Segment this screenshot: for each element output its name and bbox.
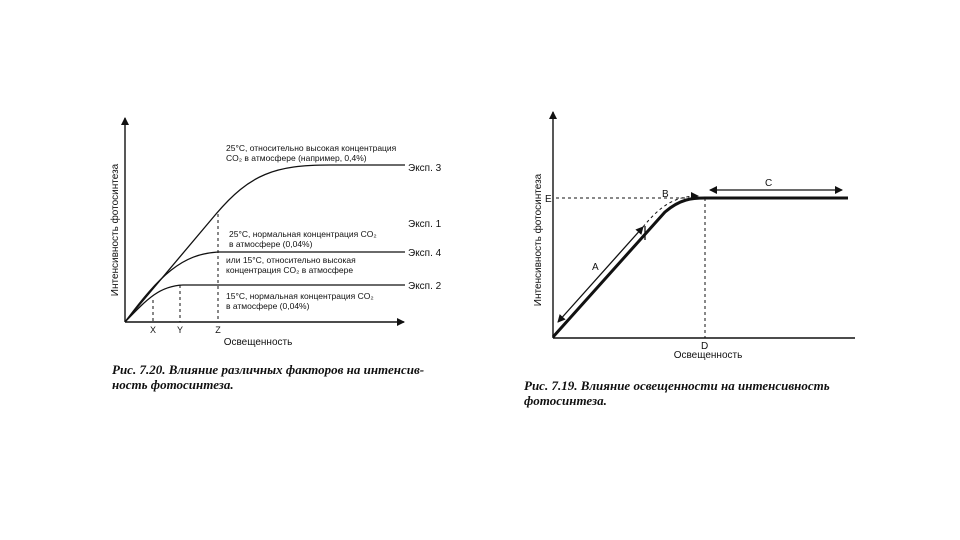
left-caption-text-1: Влияние различных факторов на интенсив-: [168, 362, 425, 377]
left-caption-text-2: ность фотосинтеза.: [112, 377, 234, 392]
annotation-exp4-line1: или 15°C, относительно высокая: [226, 255, 356, 265]
annotation-exp2-line2: в атмосфере (0,04%): [226, 301, 310, 311]
tick-z: Z: [215, 325, 221, 335]
right-figure-caption: [524, 378, 904, 408]
label-exp4: Эксп. 4: [408, 248, 442, 259]
label-exp1: Эксп. 1: [408, 219, 442, 230]
label-a: A: [592, 262, 599, 273]
annotation-exp3-line2: CO₂ в атмосфере (например, 0,4%): [226, 153, 367, 163]
left-figure: [109, 118, 442, 348]
tick-y: Y: [176, 325, 184, 335]
right-caption-text-2: фотосинтеза.: [524, 393, 607, 408]
right-caption-number: Рис. 7.19.: [524, 378, 578, 393]
right-caption-text-1: Влияние освещенности на интенсивность: [580, 378, 830, 393]
label-c: C: [765, 178, 773, 189]
annotation-exp1-line2: в атмосфере (0,04%): [229, 239, 313, 249]
tick-x: X: [149, 325, 157, 335]
right-x-axis-label: Освещенность: [673, 350, 743, 361]
annotation-exp3-line1: 25°C, относительно высокая концентрация: [226, 143, 397, 153]
label-exp3: Эксп. 3: [408, 163, 442, 174]
annotation-exp1-line1: 25°C, нормальная концентрация CO₂: [229, 229, 377, 239]
left-x-axis-label: Освещенность: [223, 337, 293, 348]
left-figure-caption: [112, 362, 462, 392]
right-y-axis-label: Интенсивность фотосинтеза: [533, 173, 544, 307]
label-e: E: [545, 194, 552, 205]
label-d: D: [701, 341, 709, 352]
label-b: B: [662, 189, 669, 200]
left-y-axis-label: Интенсивность фотосинтеза: [110, 163, 121, 297]
right-figure: [532, 112, 855, 361]
annotation-exp2-line1: 15°C, нормальная концентрация CO₂: [226, 291, 374, 301]
annotation-exp4-line2: концентрация CO₂ в атмосфере: [226, 265, 354, 275]
arrow-a: [558, 227, 643, 322]
left-caption-number: Рис. 7.20.: [112, 362, 166, 377]
label-exp2: Эксп. 2: [408, 281, 442, 292]
